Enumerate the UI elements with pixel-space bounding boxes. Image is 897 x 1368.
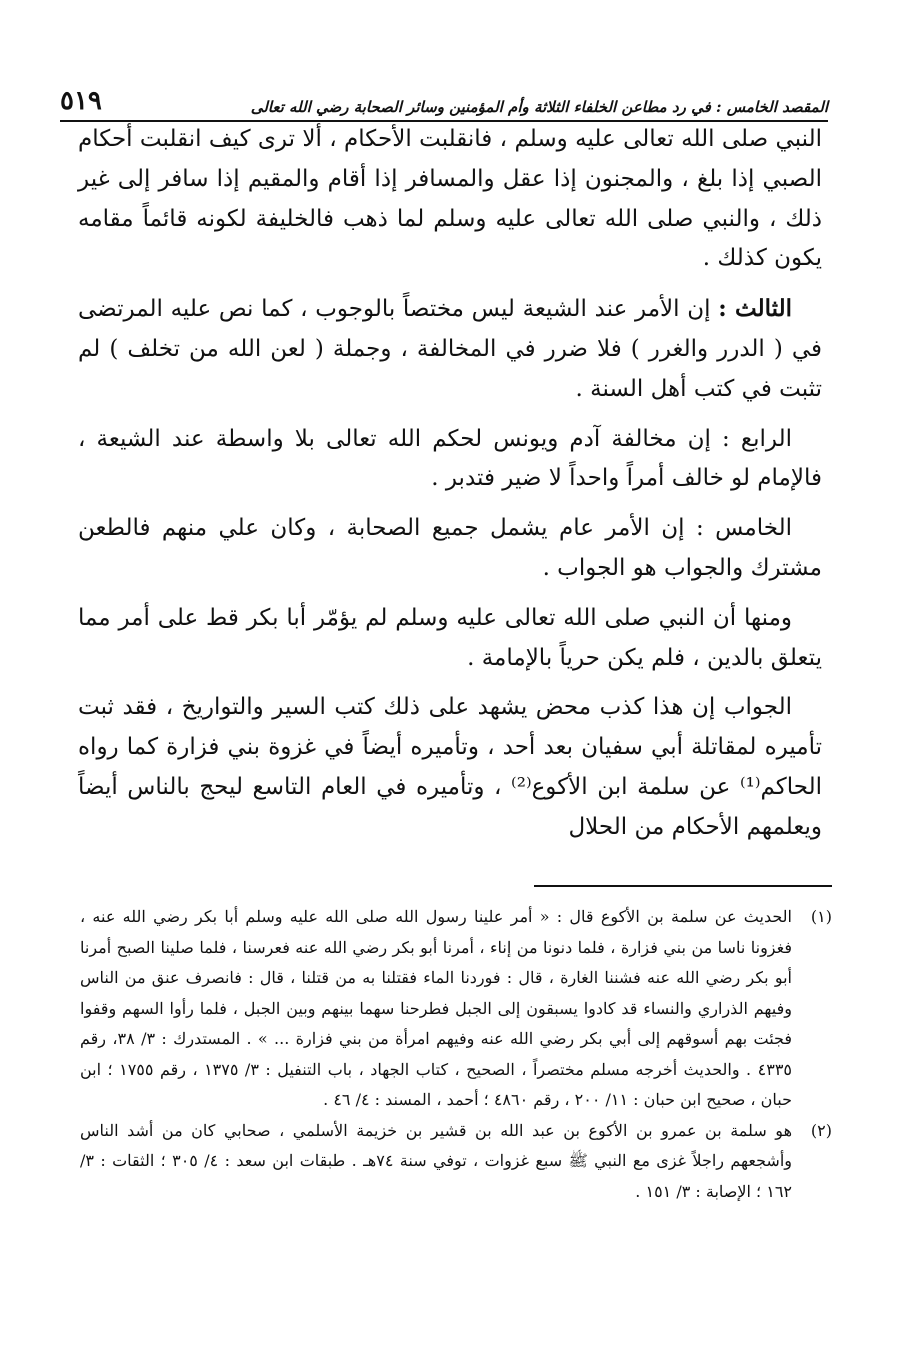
paragraph-6: الجواب إن هذا كذب محض يشهد على ذلك كتب السير والتواريخ ، فقد ثبت تأميره لمقاتلة أبي سفيان بعد أحد ، وتأميره أيضاً في غزوة بني فزارة كما رواه الحاكم⁽¹⁾ عن سلمة ابن الأكوع⁽²⁾ ، وتأميره في العام التاسع ليحج بالناس أيضاً ويعلمهم الأحكام من الحلال [78,694,823,840]
footnote-2-number: (٢) [810,1120,832,1140]
main-text [78,120,822,858]
paragraph-1: النبي صلى الله تعالى عليه وسلم ، فانقلبت الأحكام ، ألا ترى كيف انقلبت أحكام الصبي إذا بلغ ، والمجنون إذا عقل والمسافر إذا أقام والمقيم إذا سافر إلى غير ذلك ، والنبي صلى الله تعالى عليه وسلم لما ذهب فالخليفة لكونه قائماً مقامه يكون كذلك . [78,126,822,272]
footnote-1-text: الحديث عن سلمة بن الأكوع قال : « أمر علينا رسول الله صلى الله عليه وسلم أبا بكر رضي الله عنه ، فغزونا ناسا من بني فزارة ، فلما دنونا من إناء ، أمرنا أبو بكر رضي الله عنه فعرسنا ، فلما صلينا الصبح أمرنا أبو بكر رضي الله عنه فشننا الغارة ، قال : فوردنا الماء فقتلنا به من قتلنا ، قال : فانصرف عنق من الناس وفيهم الذراري والنساء قد كادوا يسبقون إلى الجبل فطرحنا سهما بينهم وبين الجبل ، فلما رأوا السهم وقفوا فجئت بهم أسوقهم إلى أبي بكر رضي الله عنه وفيهم امرأة من بني فزارة ... » . المستدرك : ٣/ ٣٨، رقم ٤٣٣٥ . والحديث أخرجه مسلم مختصراً ، الصحيح ، كتاب الجهاد ، باب التنفيل : ٣/ ١٣٧٥ ، رقم ١٧٥٥ ؛ ابن حبان ، صحيح ابن حبان : ١١/ ٢٠٠ ، رقم ٤٨٦٠ ؛ أحمد ، المسند : ٤/ ٤٦ . [80,907,793,1109]
running-header-title: المقصد الخامس : في رد مطاعن الخلفاء الثلاثة وأم المؤمنين وسائر الصحابة رضي الله تعالى [250,98,828,116]
paragraph-3-lead: الرابع : [722,425,792,452]
footnote-2-text: هو سلمة بن عمرو بن الأكوع بن عبد الله بن قشير بن خزيمة الأسلمي ، صحابي كان من أشد الناس وأشجعهم راجلاً غزى مع النبي ﷺ سبع غزوات ، توفي سنة ٧٤هـ . طبقات ابن سعد : ٤/ ٣٠٥ ؛ الثقات : ٣/ ١٦٢ ؛ الإصابة : ٣/ ١٥١ . [80,1120,793,1201]
page-number: ٥١٩ [60,86,102,116]
paragraph-4-lead: الخامس : [695,515,792,542]
paragraph-4: الخامس : إن الأمر عام يشمل جميع الصحابة ، وكان علي منهم فالطعن مشترك والجواب هو الجواب . [78,515,822,581]
paragraph-5: ومنها أن النبي صلى الله تعالى عليه وسلم لم يؤمّر أبا بكر قط على أمر مما يتعلق بالدين ، فلم يكن حرياً بالإمامة . [78,604,822,671]
footnote-divider [534,885,832,887]
running-header [60,72,828,122]
footnote-1 [80,902,832,1116]
footnote-2 [80,1116,832,1208]
paragraph-2-lead: الثالث : [718,295,792,323]
paragraph-2: الثالث : إن الأمر عند الشيعة ليس مختصاً بالوجوب ، كما نص عليه المرتضى في ( الدرر والغرر ) فلا ضرر في المخالفة ، وجملة ( لعن الله من تخلف ) لم تثبت في كتب أهل السنة . [78,295,822,402]
paragraph-3: الرابع : إن مخالفة آدم ويونس لحكم الله تعالى بلا واسطة عند الشيعة ، فالإمام لو خالف أمراً واحداً لا ضير فتدبر . [78,425,822,492]
footnote-1-number: (١) [810,907,832,926]
footnotes [80,902,832,1207]
